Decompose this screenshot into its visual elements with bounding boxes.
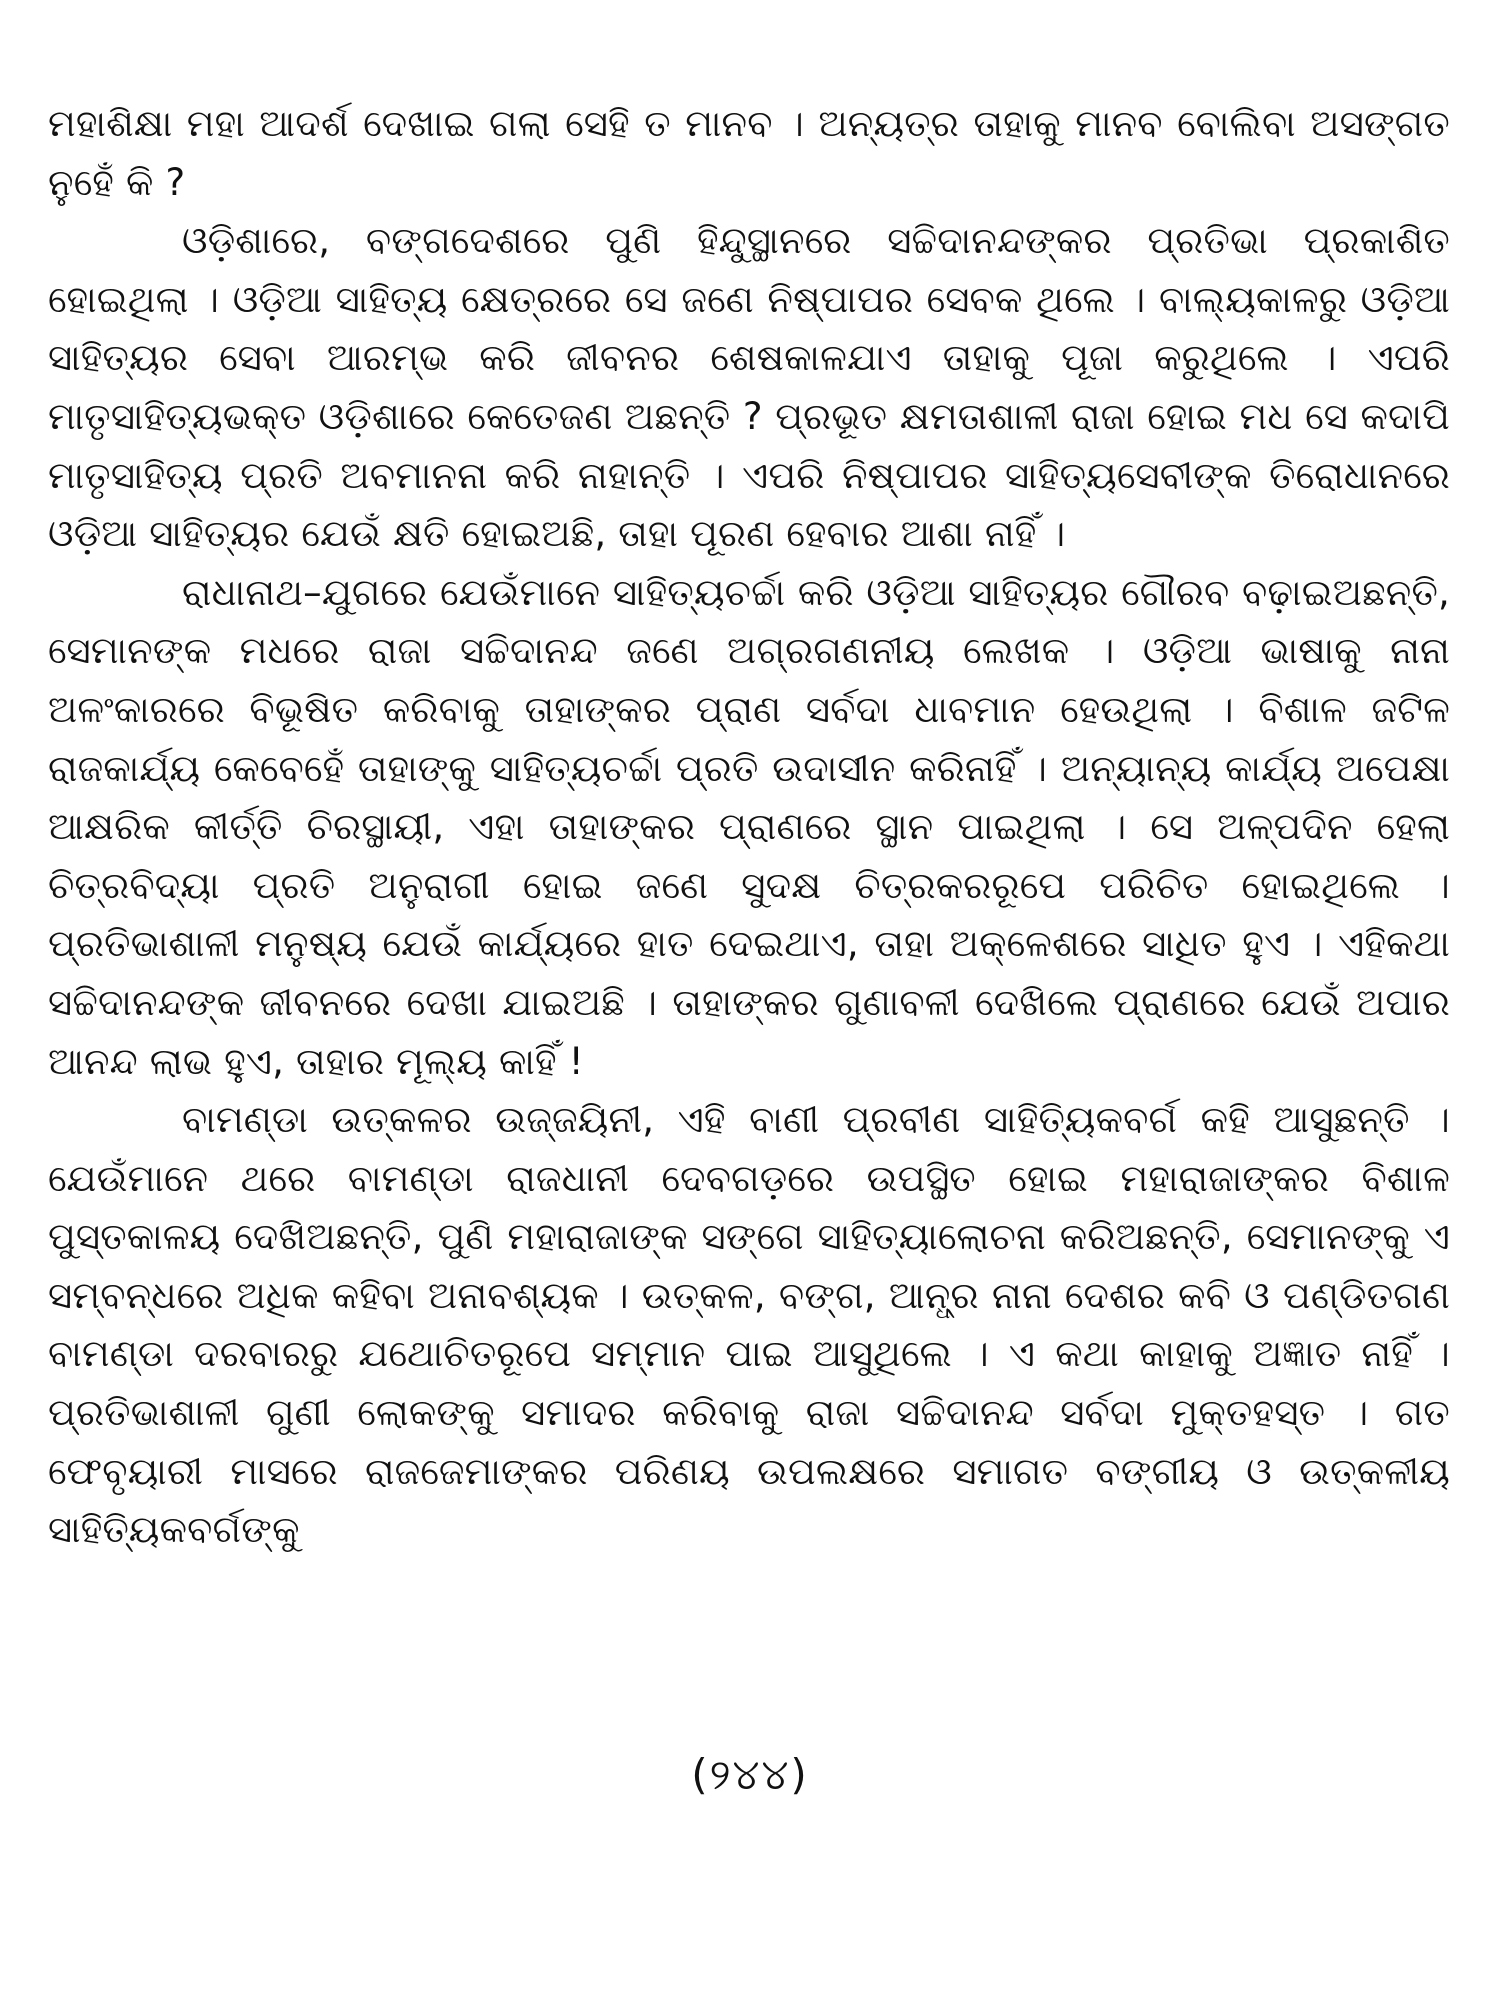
- paragraph-continuation: ମହାଶିକ୍ଷା ମହା ଆଦର୍ଶ ଦେଖାଇ ଗଲା ସେହି ତ ମାନବ । ଅନ୍ୟତ୍ର ତାହାକୁ ମାନବ ବୋଲିବା ଅସଙ୍ଗତ ନୁହେଁ କି ?: [48, 102, 1450, 204]
- body-text: [48, 95, 1450, 1560]
- paragraph-bamanda-ujjayini: ବାମଣ୍ଡା ଉତ୍କଳର ଉଜ୍ଜୟିନୀ, ଏହି ବାଣୀ ପ୍ରବୀଣ ସାହିତ୍ୟିକବର୍ଗ କହି ଆସୁଛନ୍ତି । ଯେଉଁମାନେ ଥରେ ବାମଣ୍ଡା ରାଜଧାନୀ ଦେବଗଡ଼ରେ ଉପସ୍ଥିତ ହୋଇ ମହାରାଜାଙ୍କର ବିଶାଳ ପୁସ୍ତକାଳୟ ଦେଖିଅଛନ୍ତି, ପୁଣି ମହାରାଜାଙ୍କ ସଙ୍ଗେ ସାହିତ୍ୟାଲୋଚନା କରିଅଛନ୍ତି, ସେମାନଙ୍କୁ ଏ ସମ୍ବନ୍ଧରେ ଅଧିକ କହିବା ଅନାବଶ୍ୟକ । ଉତ୍କଳ, ବଙ୍ଗ, ଆନ୍ଧ୍ର ନାନା ଦେଶର କବି ଓ ପଣ୍ଡିତଗଣ ବାମଣ୍ଡା ଦରବାରରୁ ଯଥୋଚିତରୂପେ ସମ୍ମାନ ପାଇ ଆସୁଥିଲେ । ଏ କଥା କାହାକୁ ଅଜ୍ଞାତ ନାହିଁ । ପ୍ରତିଭାଶାଳୀ ଗୁଣୀ ଲୋକଙ୍କୁ ସମାଦର କରିବାକୁ ରାଜା ସଚ୍ଚିଦାନନ୍ଦ ସର୍ବଦା ମୁକ୍ତହସ୍ତ । ଗତ ଫେବୃୟାରୀ ମାସରେ ରାଜଜେମାଙ୍କର ପରିଣୟ ଉପଲକ୍ଷରେ ସମାଗତ ବଙ୍ଗୀୟ ଓ ଉତ୍କଳୀୟ ସାହିତ୍ୟିକବର୍ଗଙ୍କୁ: [48, 1098, 1450, 1552]
- paragraph-radhanath-yuga: ରାଧାନାଥ–ଯୁଗରେ ଯେଉଁମାନେ ସାହିତ୍ୟଚର୍ଚ୍ଚା କରି ଓଡ଼ିଆ ସାହିତ୍ୟର ଗୌରବ ବଢ଼ାଇଅଛନ୍ତି, ସେମାନଙ୍କ ମଧରେ ରାଜା ସଚ୍ଚିଦାନନ୍ଦ ଜଣେ ଅଗ୍ରଗଣନୀୟ ଲେଖକ । ଓଡ଼ିଆ ଭାଷାକୁ ନାନା ଅଳଂକାରରେ ବିଭୂଷିତ କରିବାକୁ ତାହାଙ୍କର ପ୍ରାଣ ସର୍ବଦା ଧାବମାନ ହେଉଥିଲା । ବିଶାଳ ଜଟିଳ ରାଜକାର୍ଯ୍ୟ କେବେହେଁ ତାହାଙ୍କୁ ସାହିତ୍ୟଚର୍ଚ୍ଚା ପ୍ରତି ଉଦାସୀନ କରିନାହିଁ । ଅନ୍ୟାନ୍ୟ କାର୍ଯ୍ୟ ଅପେକ୍ଷା ଆକ୍ଷରିକ କୀର୍ତ୍ତି ଚିରସ୍ଥାୟୀ, ଏହା ତାହାଙ୍କର ପ୍ରାଣରେ ସ୍ଥାନ ପାଇଥିଲା । ସେ ଅଳ୍ପଦିନ ହେଲା ଚିତ୍ରବିଦ୍ୟା ପ୍ରତି ଅନୁରାଗୀ ହୋଇ ଜଣେ ସୁଦକ୍ଷ ଚିତ୍ରକରରୂପେ ପରିଚିତ ହୋଇଥିଲେ । ପ୍ରତିଭାଶାଳୀ ମନୁଷ୍ୟ ଯେଉଁ କାର୍ଯ୍ୟରେ ହାତ ଦେଇଥାଏ, ତାହା ଅକ୍ଳେଶରେ ସାଧିତ ହୁଏ । ଏହିକଥା ସଚ୍ଚିଦାନନ୍ଦଙ୍କ ଜୀବନରେ ଦେଖା ଯାଇଅଛି । ତାହାଙ୍କର ଗୁଣାବଳୀ ଦେଖିଲେ ପ୍ରାଣରେ ଯେଉଁ ଅପାର ଆନନ୍ଦ ଲାଭ ହୁଏ, ତାହାର ମୂଲ୍ୟ କାହିଁ !: [48, 570, 1450, 1083]
- document-page: [48, 95, 1450, 1955]
- paragraph-odisha-pratibha: ଓଡ଼ିଶାରେ, ବଙ୍ଗଦେଶରେ ପୁଣି ହିନ୍ଦୁସ୍ଥାନରେ ସଚ୍ଚିଦାନନ୍ଦଙ୍କର ପ୍ରତିଭା ପ୍ରକାଶିତ ହୋଇଥିଲା । ଓଡ଼ିଆ ସାହିତ୍ୟ କ୍ଷେତ୍ରରେ ସେ ଜଣେ ନିଷ୍ପାପର ସେବକ ଥିଲେ । ବାଲ୍ୟକାଳରୁ ଓଡ଼ିଆ ସାହିତ୍ୟର ସେବା ଆରମ୍ଭ କରି ଜୀବନର ଶେଷକାଳଯାଏ ତାହାକୁ ପୂଜା କରୁଥିଲେ । ଏପରି ମାତୃସାହିତ୍ୟଭକ୍ତ ଓଡ଼ିଶାରେ କେତେଜଣ ଅଛନ୍ତି ? ପ୍ରଭୂତ କ୍ଷମତାଶାଳୀ ରାଜା ହୋଇ ମଧ ସେ କଦାପି ମାତୃସାହିତ୍ୟ ପ୍ରତି ଅବମାନନା କରି ନାହାନ୍ତି । ଏପରି ନିଷ୍ପାପର ସାହିତ୍ୟସେବୀଙ୍କ ତିରୋଧାନରେ ଓଡ଼ିଆ ସାହିତ୍ୟର ଯେଉଁ କ୍ଷତି ହୋଇଅଛି, ତାହା ପୂରଣ ହେବାର ଆଶା ନାହିଁ ।: [48, 219, 1450, 556]
- page-number: (୨୪୪): [691, 1750, 809, 1799]
